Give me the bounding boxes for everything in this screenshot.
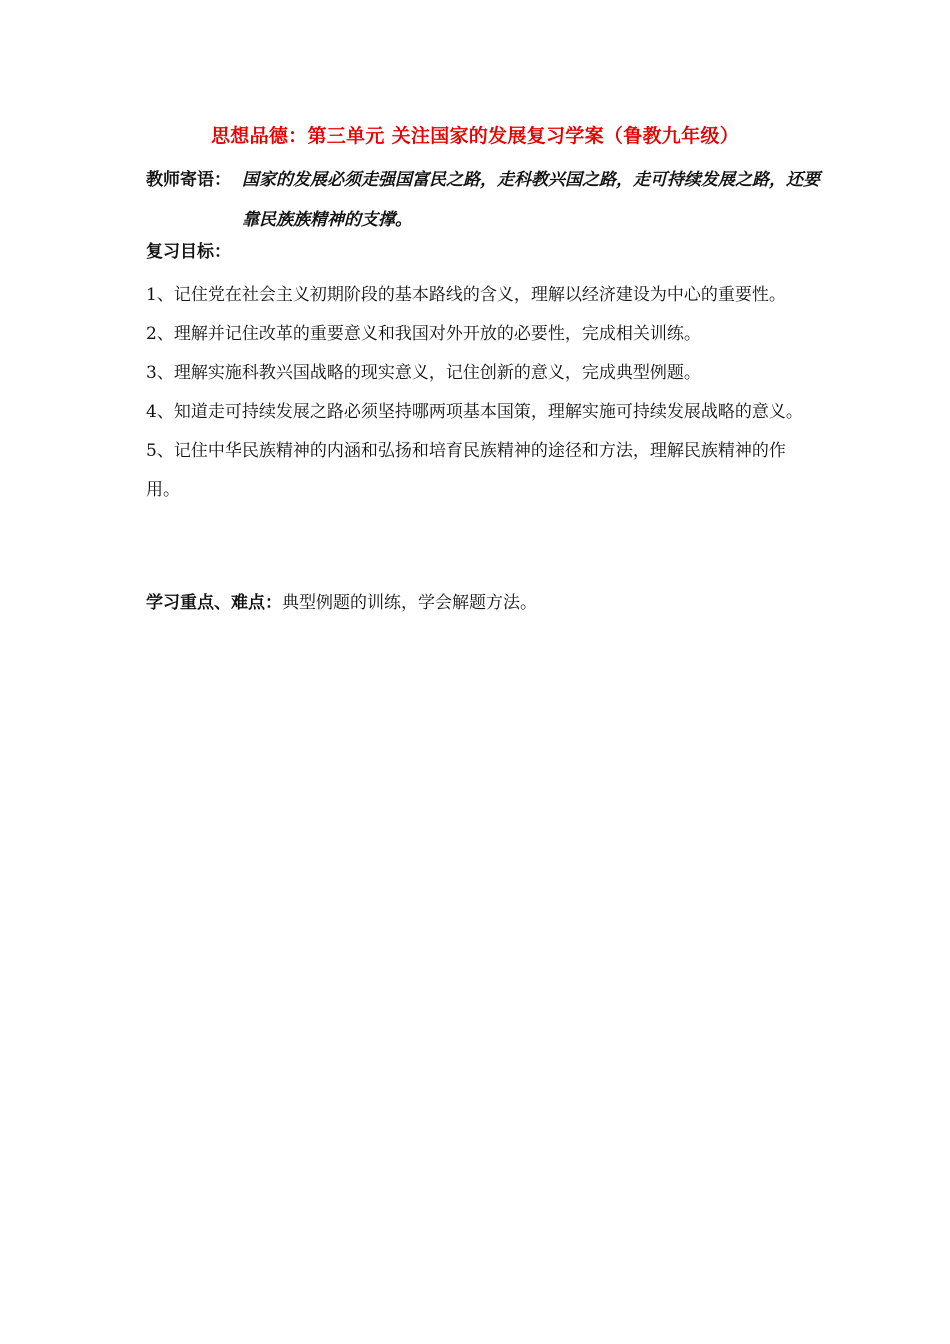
- teacher-message-label: 教师寄语：: [146, 170, 231, 190]
- review-goal-item: 2、理解并记住改革的重要意义和我国对外开放的必要性，完成相关训练。: [146, 324, 701, 344]
- review-goal-item: 4、知道走可持续发展之路必须坚持哪两项基本国策，理解实施可持续发展战略的意义。: [146, 402, 803, 422]
- key-points: [146, 589, 810, 617]
- review-goal-item: 3、理解实施科教兴国战略的现实意义，记住创新的意义，完成典型例题。: [146, 363, 701, 383]
- review-goals-label: 复习目标：: [146, 242, 231, 262]
- teacher-message-text: 国家的发展必须走强国富民之路，走科教兴国之路，走可持续发展之路，还要靠民族族精神的支撑。: [242, 170, 820, 230]
- review-goals-list: [146, 276, 810, 510]
- key-points-label: 学习重点、难点：: [146, 593, 282, 613]
- document-title: 思想品德：第三单元 关注国家的发展复习学案（鲁教九年级）: [210, 125, 740, 147]
- key-points-text: 典型例题的训练，学会解题方法。: [282, 593, 537, 613]
- review-goal-item: 1、记住党在社会主义初期阶段的基本路线的含义，理解以经济建设为中心的重要性。: [146, 285, 786, 305]
- review-goal-item: 5、记住中华民族精神的内涵和弘扬和培育民族精神的途径和方法，理解民族精神的作用。: [146, 441, 786, 500]
